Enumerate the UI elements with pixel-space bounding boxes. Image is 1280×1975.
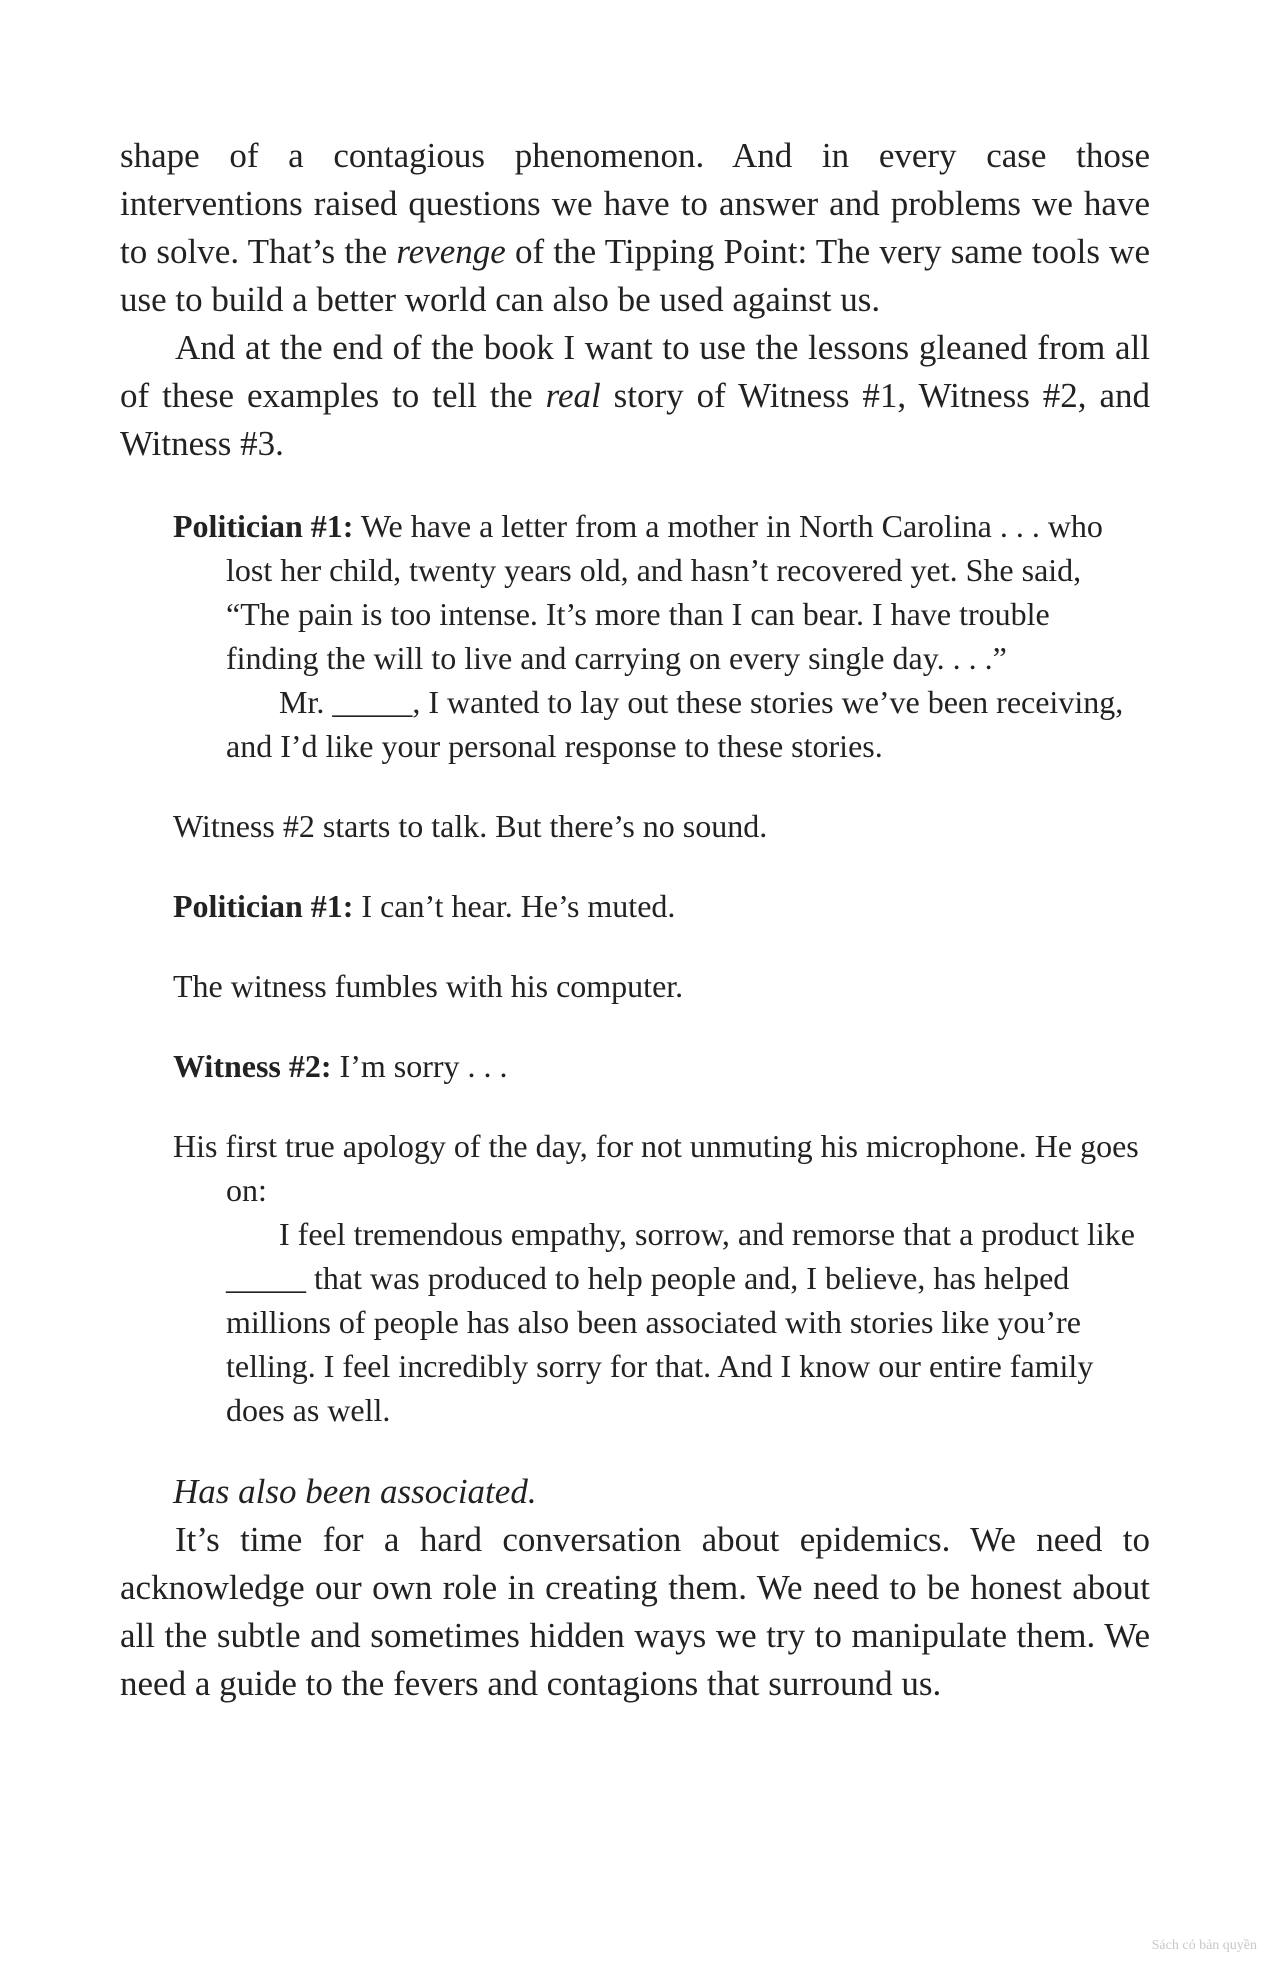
closing-italic-text: Has also been associated. [173,1472,537,1511]
speaker-label-politician: Politician #1: [173,888,354,924]
witness-statement-2: I feel tremendous empathy, sorrow, and remorse that a product like _____ that was produced to help people and, I believe, has helped millions of people has also been associated with stories like you’re telling. I feel incredibly sorry for that. And I know our entire family does as well. [226,1216,1135,1428]
intro-p1-text-b: of the Tipping Point: The very same tools we use to build a better world can also be used against us. [120,232,1150,319]
closing-paragraph: It’s time for a hard conversation about epidemics. We need to acknowledge our own role in creating them. We need to be honest about all the subtle and sometimes hidden ways we try to manipulate them. We need a guide to the fevers and contagions that surround us. [120,1520,1150,1703]
speaker-label-witness: Witness #2: [173,1048,332,1084]
intro-p2-emphasis: real [545,376,601,415]
stage-direction-2: The witness fumbles with his computer. [173,968,684,1004]
watermark: Sách có bản quyền [1151,1938,1257,1953]
politician-statement-3 [173,884,1150,928]
witness-statement-1 [173,1044,1150,1088]
politician-statement-2 [173,680,1150,768]
politician-statement-1 [173,504,1150,680]
intro-paragraph-1 [120,132,1150,324]
witness-line-1: I’m sorry . . . [331,1048,508,1084]
intro-p2-text-b: story of Witness #1, Witness #2, and Witness #3. [120,376,1150,463]
politician-line-3: I can’t hear. He’s muted. [353,888,676,924]
politician-line-1: We have a letter from a mother in North Carolina . . . who lost her child, twenty years old, and hasn’t recovered yet. She said, “The pain is too intense. It’s more than I can bear. I have trouble finding the will to live and carrying on every single day. . . .” [226,508,1103,676]
intro-p2-text-a: And at the end of the book I want to use the lessons gleaned from all of these examples to tell the [120,328,1150,415]
transcript-block [173,504,1150,1432]
book-page [120,132,1150,1708]
intro-p1-emphasis: revenge [396,232,506,271]
intro-paragraph-2 [120,324,1150,468]
stage-direction-1: Witness #2 starts to talk. But there’s no sound. [173,808,768,844]
intro-p1-text-a: shape of a contagious phenomenon. And in every case those interventions raised questions we have to answer and problems we have to solve. That’s the [120,136,1150,271]
politician-line-2: Mr. _____, I wanted to lay out these stories we’ve been receiving, and I’d like your personal response to these stories. [226,684,1124,764]
closing-italic-line [173,1468,1150,1516]
speaker-label-politician: Politician #1: [173,508,354,544]
narration: His first true apology of the day, for not unmuting his microphone. He goes on: [173,1128,1139,1208]
